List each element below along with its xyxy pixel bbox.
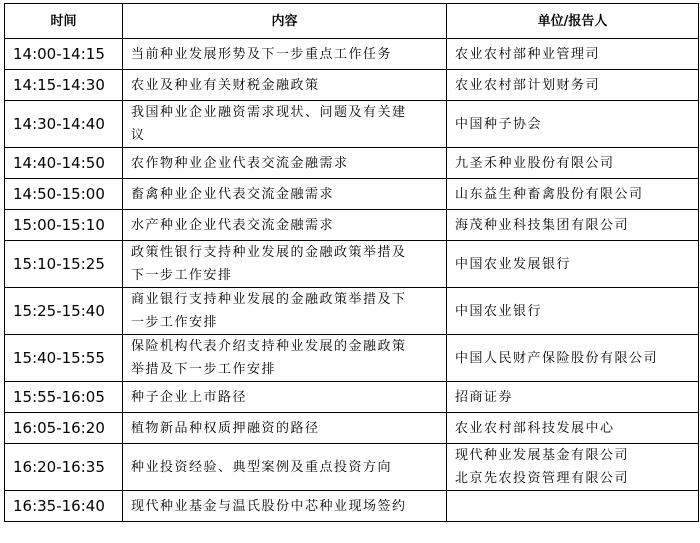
content-cell	[123, 101, 447, 148]
unit-line: 九圣禾种业股份有限公司	[455, 155, 615, 171]
unit-line: 中国农业银行	[455, 303, 543, 319]
unit-line: 招商证券	[455, 389, 514, 405]
time-cell: 16:20-16:35	[5, 444, 123, 491]
unit-cell	[447, 382, 699, 413]
table-row	[5, 101, 699, 148]
content-line: 水产种业企业代表交流金融需求	[131, 217, 335, 233]
table-row	[5, 70, 699, 101]
unit-line: 山东益生种畜禽股份有限公司	[455, 186, 644, 202]
time-cell: 14:50-15:00	[5, 179, 123, 210]
time-cell: 14:15-14:30	[5, 70, 123, 101]
content-line: 农业及种业有关财税金融政策	[131, 77, 320, 93]
content-cell	[123, 210, 447, 241]
content-line: 保险机构代表介绍支持种业发展的金融政策	[131, 339, 407, 354]
unit-line: 海茂种业科技集团有限公司	[455, 217, 630, 233]
time-cell: 15:25-15:40	[5, 288, 123, 335]
table-row	[5, 210, 699, 241]
header-unit: 单位/报告人	[447, 4, 699, 39]
unit-cell	[447, 335, 699, 382]
content-line: 当前种业发展形势及下一步重点工作任务	[131, 46, 393, 62]
unit-line: 现代种业发展基金有限公司	[455, 448, 630, 463]
content-line: 举措及下一步工作安排	[131, 362, 277, 377]
unit-line: 农业农村部科技发展中心	[455, 420, 615, 436]
unit-cell	[447, 241, 699, 288]
time-cell: 14:30-14:40	[5, 101, 123, 148]
content-line: 一步工作安排	[131, 315, 219, 330]
unit-line: 北京先农投资管理有限公司	[455, 471, 630, 486]
content-line: 种子企业上市路径	[131, 389, 248, 405]
table-row	[5, 444, 699, 491]
table-row	[5, 39, 699, 70]
table-row	[5, 179, 699, 210]
agenda-table	[4, 3, 699, 522]
header-row	[5, 4, 699, 39]
content-cell	[123, 288, 447, 335]
table-row	[5, 382, 699, 413]
unit-line: 农业农村部计划财务司	[455, 77, 601, 93]
unit-cell	[447, 148, 699, 179]
content-cell	[123, 444, 447, 491]
table-row	[5, 148, 699, 179]
time-cell: 16:05-16:20	[5, 413, 123, 444]
unit-line: 农业农村部种业管理司	[455, 46, 601, 62]
content-cell	[123, 148, 447, 179]
unit-line: 中国人民财产保险股份有限公司	[455, 350, 659, 366]
content-line: 农作物种业企业代表交流金融需求	[131, 155, 349, 171]
agenda-body	[5, 39, 699, 522]
unit-cell	[447, 39, 699, 70]
unit-line: 中国农业发展银行	[455, 256, 572, 272]
time-cell: 15:55-16:05	[5, 382, 123, 413]
header-time: 时间	[5, 4, 123, 39]
unit-cell	[447, 413, 699, 444]
time-cell: 15:00-15:10	[5, 210, 123, 241]
content-cell	[123, 179, 447, 210]
table-row	[5, 288, 699, 335]
content-line: 议	[131, 128, 146, 143]
table-row	[5, 413, 699, 444]
unit-cell	[447, 101, 699, 148]
unit-line: 中国种子协会	[455, 116, 543, 132]
time-cell: 16:35-16:40	[5, 491, 123, 522]
unit-cell	[447, 70, 699, 101]
content-cell	[123, 39, 447, 70]
unit-cell	[447, 491, 699, 522]
content-line: 种业投资经验、典型案例及重点投资方向	[131, 459, 393, 475]
content-line: 现代种业基金与温氏股份中芯种业现场签约	[131, 498, 407, 514]
unit-cell	[447, 444, 699, 491]
time-cell: 14:00-14:15	[5, 39, 123, 70]
time-cell: 15:40-15:55	[5, 335, 123, 382]
table-row	[5, 335, 699, 382]
time-cell: 14:40-14:50	[5, 148, 123, 179]
content-line: 植物新品种权质押融资的路径	[131, 420, 320, 436]
content-cell	[123, 413, 447, 444]
agenda-sheet	[4, 3, 698, 522]
content-line: 商业银行支持种业发展的金融政策举措及下	[131, 292, 407, 307]
unit-cell	[447, 210, 699, 241]
content-cell	[123, 491, 447, 522]
content-cell	[123, 241, 447, 288]
table-row	[5, 491, 699, 522]
content-cell	[123, 335, 447, 382]
unit-cell	[447, 288, 699, 335]
content-line: 畜禽种业企业代表交流金融需求	[131, 186, 335, 202]
content-line: 下一步工作安排	[131, 268, 233, 283]
content-cell	[123, 70, 447, 101]
header-content: 内容	[123, 4, 447, 39]
unit-cell	[447, 179, 699, 210]
content-line: 政策性银行支持种业发展的金融政策举措及	[131, 245, 407, 260]
content-cell	[123, 382, 447, 413]
table-row	[5, 241, 699, 288]
time-cell: 15:10-15:25	[5, 241, 123, 288]
content-line: 我国种业企业融资需求现状、问题及有关建	[131, 105, 407, 120]
